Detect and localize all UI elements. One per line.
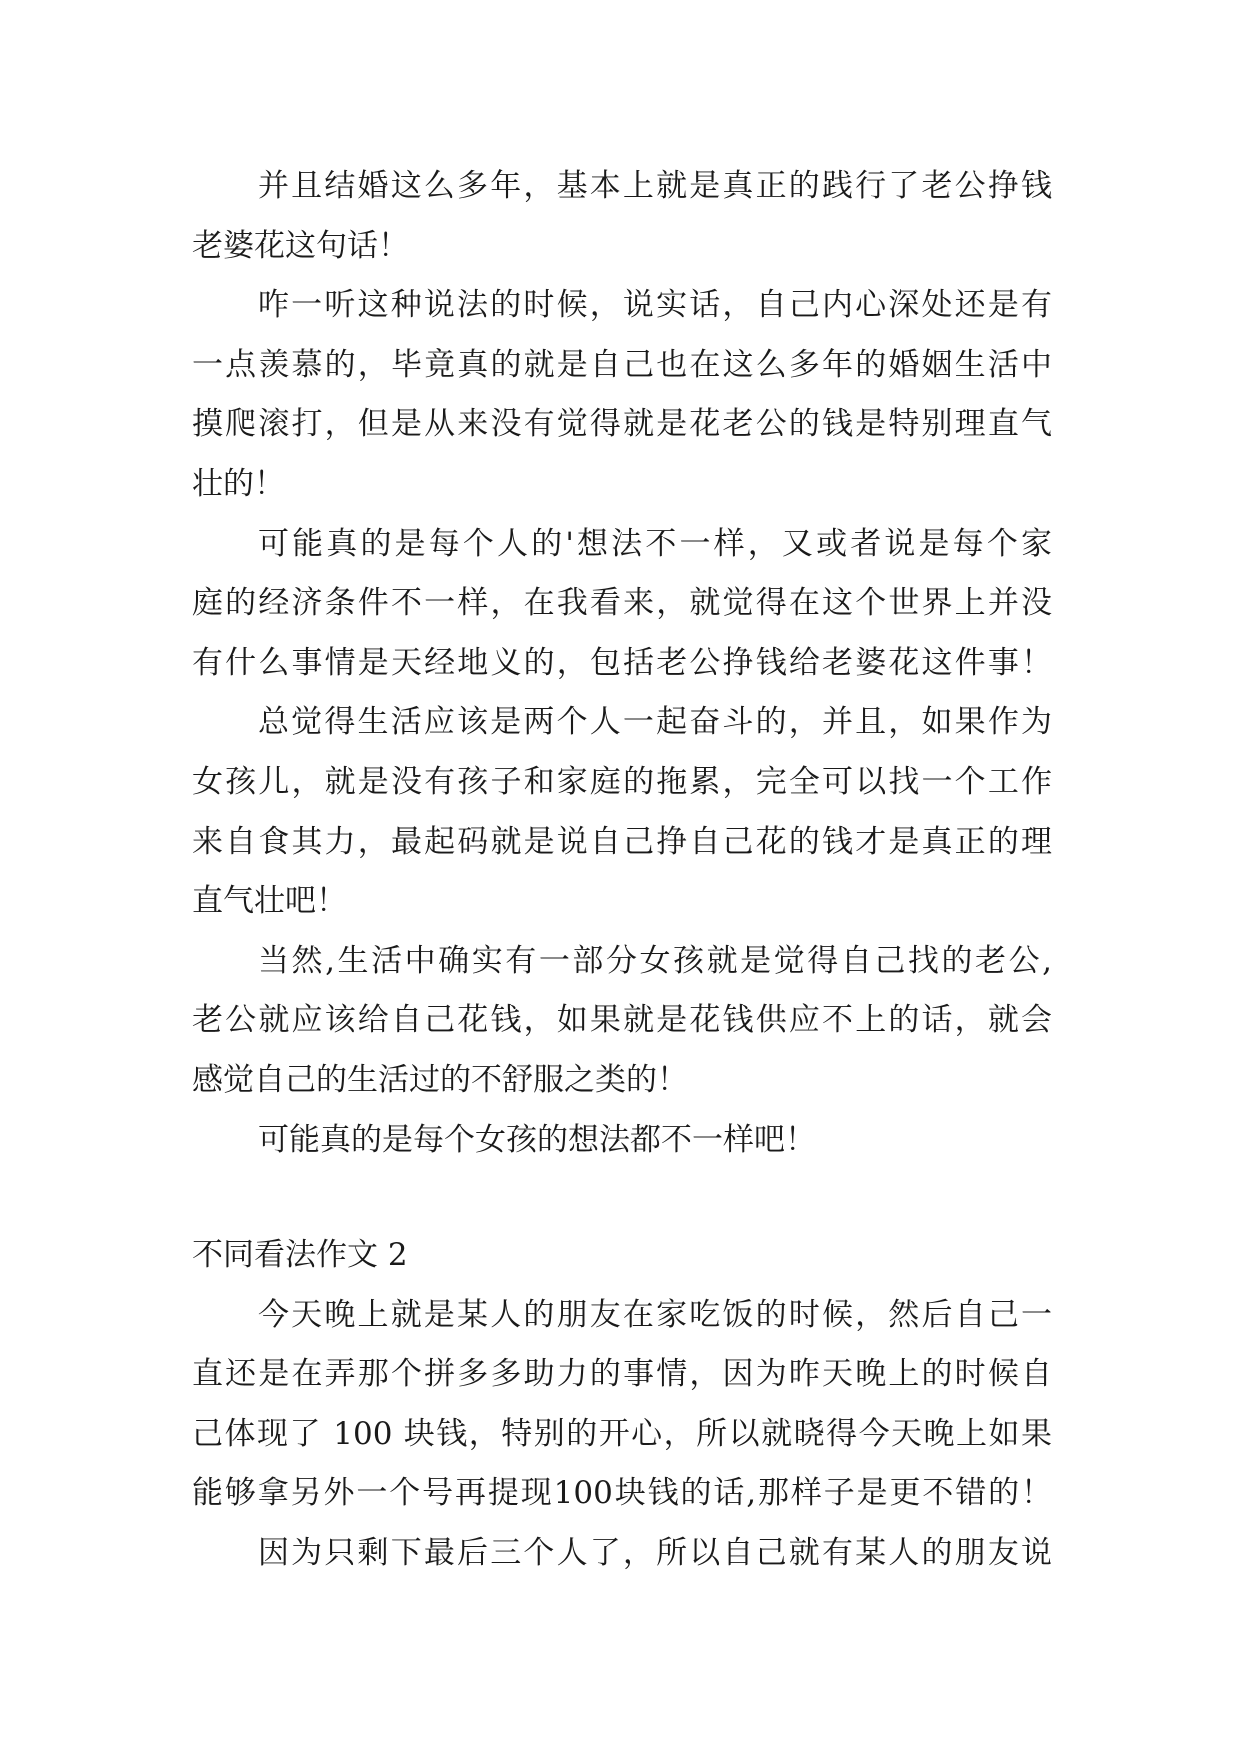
paragraph-line: 总觉得生活应该是两个人一起奋斗的，并且，如果作为 xyxy=(258,704,1052,740)
paragraph-line: 咋一听这种说法的时候，说实话，自己内心深处还是有 xyxy=(258,287,1052,323)
paragraph-line: 女孩儿，就是没有孩子和家庭的拖累，完全可以找一个工作 xyxy=(192,764,1052,800)
paragraph-line: 直气壮吧！ xyxy=(192,883,347,919)
paragraph-line: 有什么事情是天经地义的，包括老公挣钱给老婆花这件事！ xyxy=(192,645,1052,681)
paragraph-line: 老婆花这句话！ xyxy=(192,228,409,264)
paragraph-line: 可能真的是每个女孩的想法都不一样吧！ xyxy=(258,1122,816,1158)
paragraph-line: 直还是在弄那个拼多多助力的事情，因为昨天晚上的时候自 xyxy=(192,1356,1052,1392)
paragraph-line: 今天晚上就是某人的朋友在家吃饭的时候，然后自己一 xyxy=(258,1297,1052,1333)
paragraph-line: 摸爬滚打，但是从来没有觉得就是花老公的钱是特别理直气 xyxy=(192,406,1052,442)
paragraph-line: 并且结婚这么多年，基本上就是真正的践行了老公挣钱 xyxy=(258,168,1052,204)
paragraph-line: 庭的经济条件不一样，在我看来，就觉得在这个世界上并没 xyxy=(192,585,1052,621)
section-heading: 不同看法作文 2 xyxy=(192,1237,408,1273)
paragraph-line: 来自食其力，最起码就是说自己挣自己花的钱才是真正的理 xyxy=(192,824,1052,860)
paragraph-line: 一点羡慕的，毕竟真的就是自己也在这么多年的婚姻生活中 xyxy=(192,347,1052,383)
paragraph-line: 己体现了 100 块钱，特别的开心，所以就晓得今天晚上如果 xyxy=(192,1416,1052,1452)
paragraph-line: 老公就应该给自己花钱，如果就是花钱供应不上的话，就会 xyxy=(192,1002,1052,1038)
paragraph-line: 可能真的是每个人的'想法不一样，又或者说是每个家 xyxy=(258,526,1052,562)
paragraph-line: 能够拿另外一个号再提现100块钱的话,那样子是更不错的！ xyxy=(192,1475,1052,1511)
paragraph-line: 壮的！ xyxy=(192,466,285,502)
paragraph-line: 感觉自己的生活过的不舒服之类的！ xyxy=(192,1062,688,1098)
paragraph-line: 因为只剩下最后三个人了，所以自己就有某人的朋友说 xyxy=(258,1535,1052,1571)
paragraph-line: 当然,生活中确实有一部分女孩就是觉得自己找的老公, xyxy=(258,943,1052,979)
